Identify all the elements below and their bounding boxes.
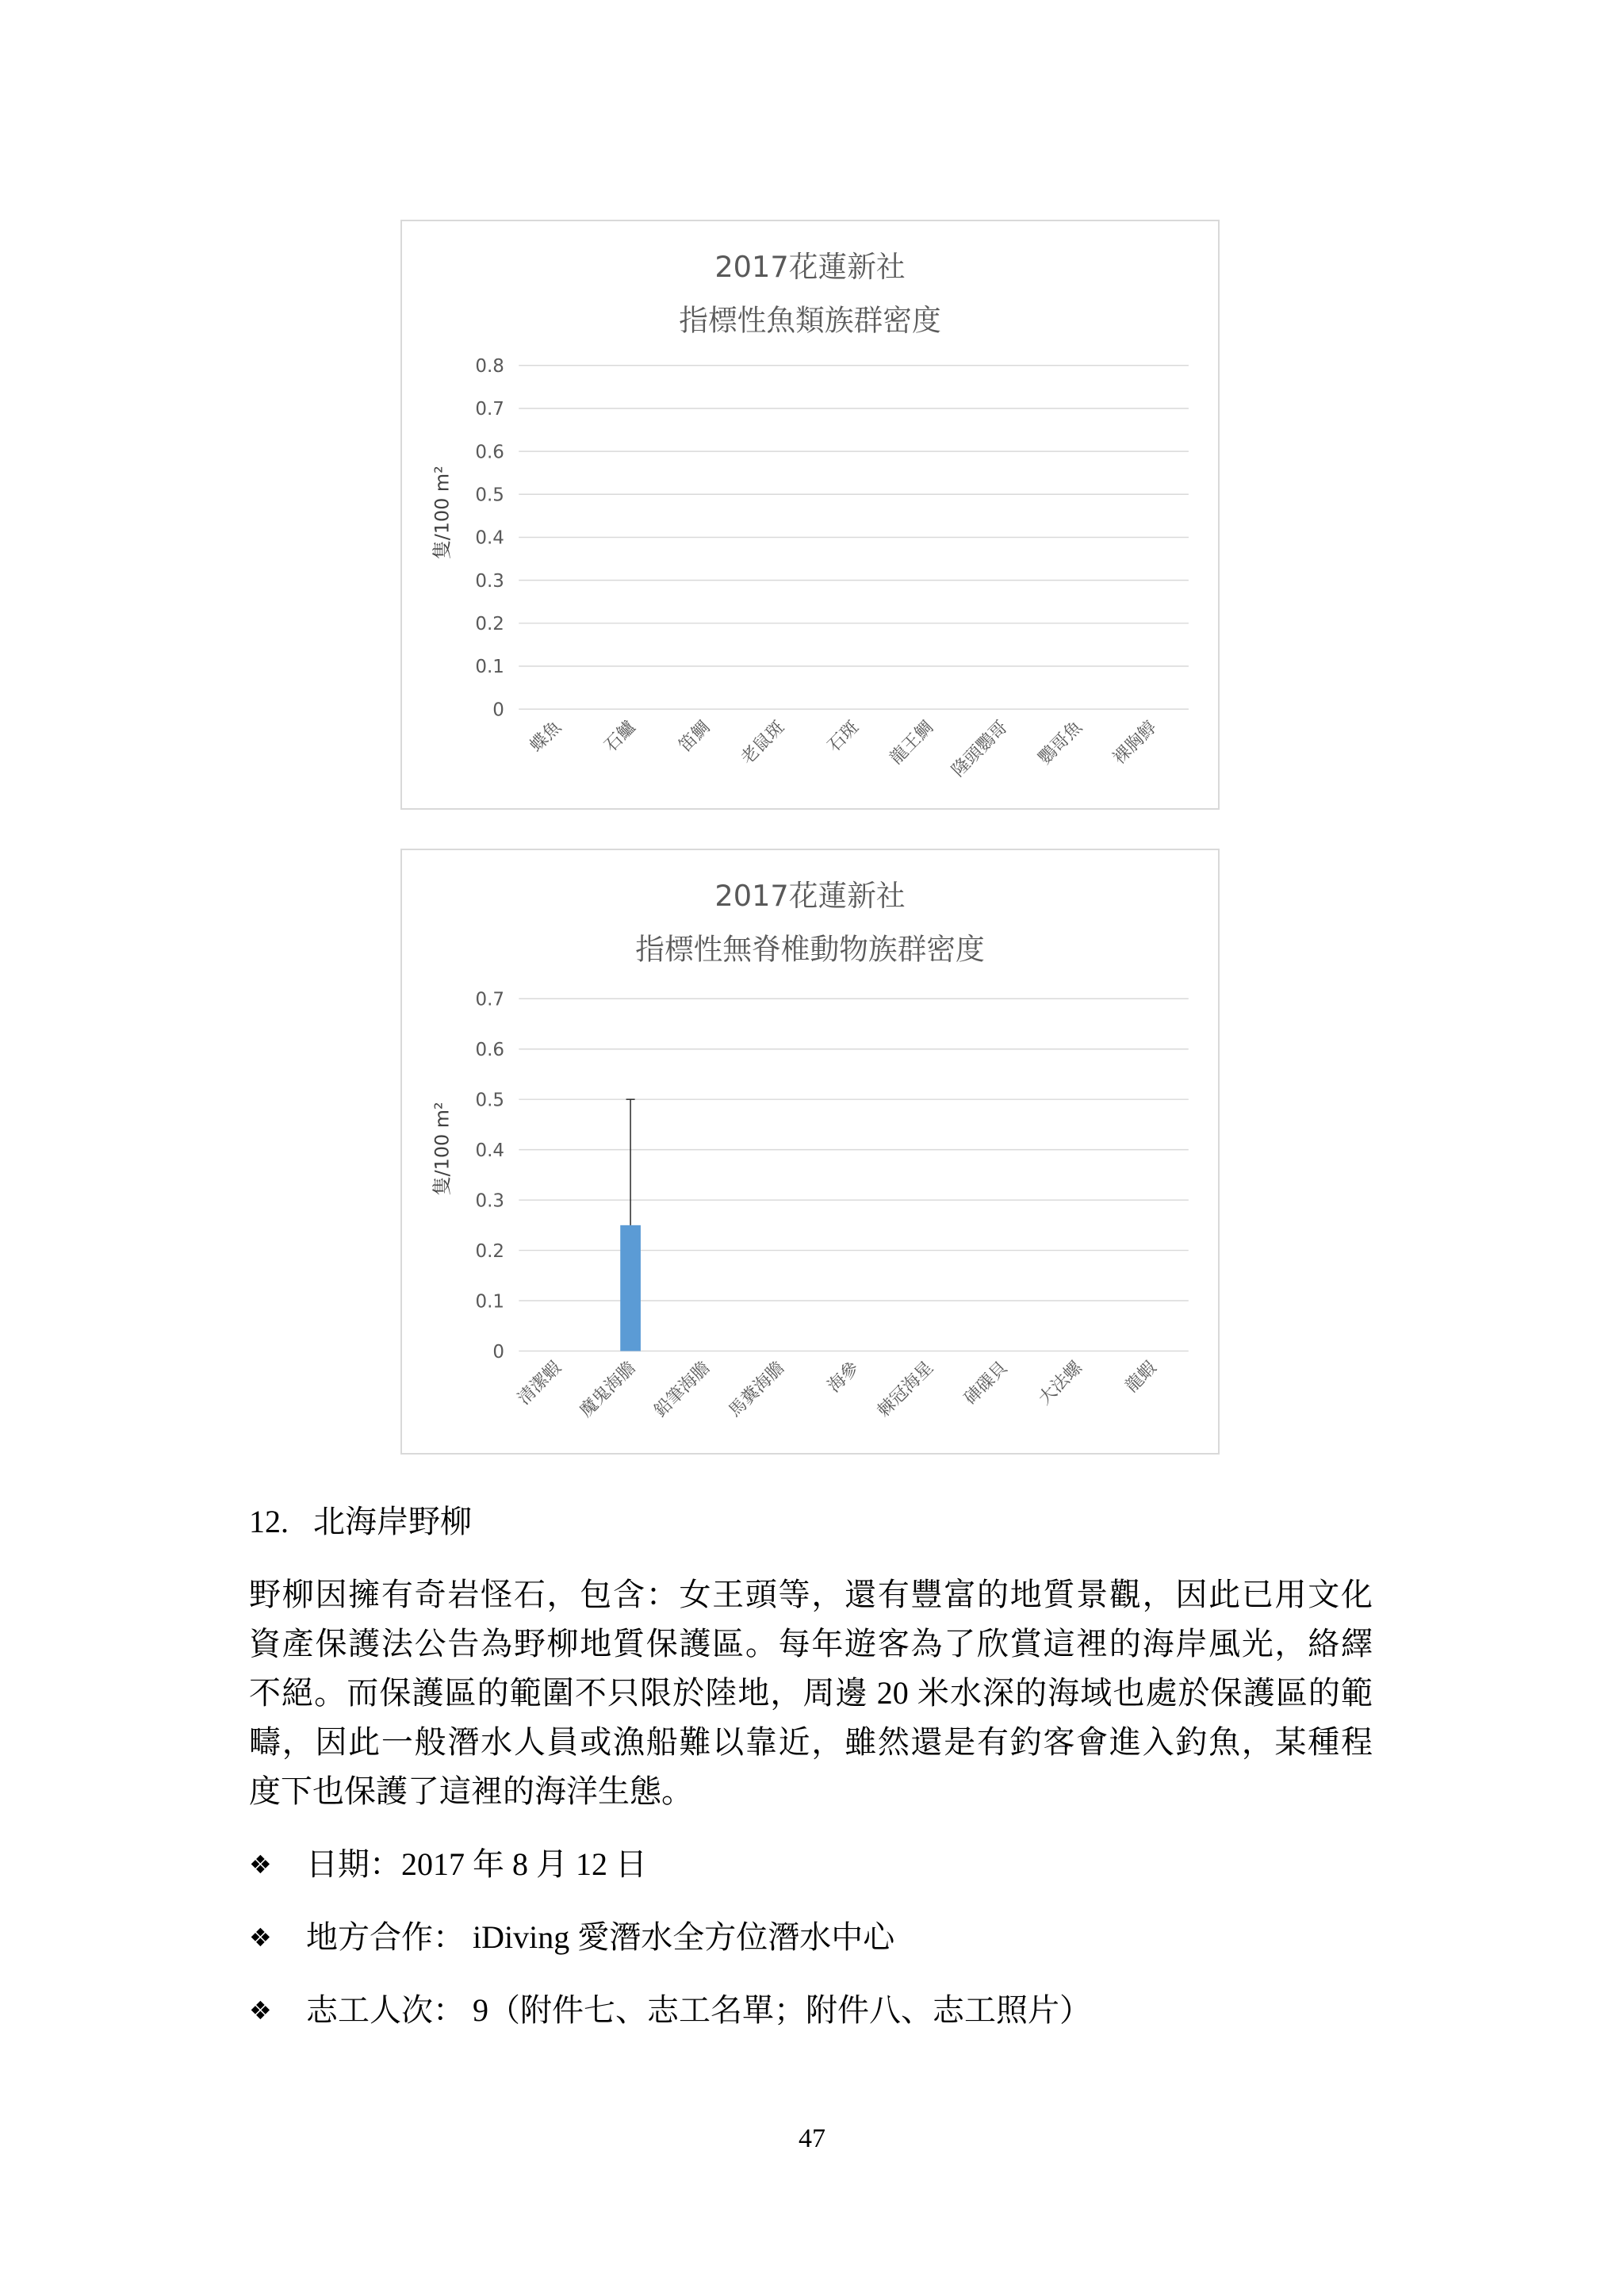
section-number: 12. [249,1504,289,1539]
x-tick-label: 馬糞海膽 [725,1358,789,1422]
section-heading [249,1497,1373,1547]
bullet-text: 志工人次： 9（附件七、志工名單；附件八、志工照片） [306,1992,1091,2028]
bullet-text: 日期：2017 年 8 月 12 日 [306,1846,647,1882]
x-tick-label: 魔鬼海膽 [576,1358,640,1422]
y-tick-label: 0.7 [475,399,504,420]
bullet-diamond-icon: ❖ [249,1995,272,2026]
y-tick-label: 0.6 [475,442,504,463]
paragraph-line: 不絕。而保護區的範圍不只限於陸地，周邊 20 米水深的海域也處於保護區的範 [249,1675,1373,1711]
paragraph-line: 資產保護法公告為野柳地質保護區。每年遊客為了欣賞這裡的海岸風光，絡繹 [249,1626,1373,1662]
x-tick-label: 鉛筆海膽 [650,1358,714,1422]
x-tick-label: 海參 [824,1358,864,1397]
bullet-text: 地方合作： iDiving 愛潛水全方位潛水中心 [306,1919,895,1955]
y-tick-label: 0 [492,1341,504,1363]
y-tick-label: 0.7 [475,989,504,1010]
x-tick-label: 清潔蝦 [514,1358,565,1409]
x-tick-label: 笛鯛 [675,717,714,757]
y-tick-label: 0.2 [475,614,504,635]
y-tick-label: 0.3 [475,570,504,592]
bullet-item-partner [249,1913,1373,1962]
bullet-item-date [249,1840,1373,1889]
x-tick-label: 龍蝦 [1121,1358,1161,1397]
y-tick-label: 0.5 [475,1090,504,1111]
bullet-item-volunteers [249,1986,1373,2035]
x-tick-label: 硨磲貝 [960,1358,1012,1409]
x-tick-label: 蝶魚 [526,717,565,757]
page-number: 47 [799,2124,825,2153]
section-paragraph [249,1570,1373,1816]
chart-subtitle: 指標性魚類族群密度 [679,303,941,338]
y-tick-label: 0.4 [475,1140,504,1161]
bullet-diamond-icon: ❖ [249,1922,272,1953]
paragraph-line: 度下也保護了這裡的海洋生態。 [249,1773,693,1809]
y-tick-label: 0.3 [475,1190,504,1212]
fish-density-chart [400,220,1220,810]
x-tick-label: 隆頭鸚哥 [948,717,1012,781]
y-tick-label: 0.2 [475,1240,504,1262]
bullet-diamond-icon: ❖ [249,1849,272,1880]
chart-title: 2017花蓮新社 [714,249,906,284]
y-tick-label: 0.8 [475,356,504,378]
chart-subtitle: 指標性無脊椎動物族群密度 [635,932,985,967]
paragraph-line: 疇，因此一般潛水人員或漁船難以靠近，雖然還是有釣客會進入釣魚，某種程 [249,1724,1373,1760]
section-title: 北海岸野柳 [313,1504,472,1539]
x-tick-label: 石鱸 [600,717,640,757]
y-tick-label: 0.6 [475,1039,504,1060]
chart-title: 2017花蓮新社 [714,878,906,913]
y-tick-label: 0 [492,700,504,721]
x-tick-label: 龍王鯛 [886,717,938,769]
invertebrate-density-chart [400,849,1220,1455]
y-tick-label: 0.5 [475,485,504,506]
x-tick-label: 裸胸鯙 [1109,717,1161,769]
invertebrate-density-chart-plot [402,850,1218,1453]
paragraph-line: 野柳因擁有奇岩怪石，包含：女王頭等，還有豐富的地質景觀，因此已用文化 [249,1577,1373,1612]
x-tick-label: 棘冠海星 [874,1358,937,1422]
fish-density-chart-plot [402,221,1218,808]
x-tick-label: 石斑 [824,717,864,757]
x-tick-label: 大法螺 [1035,1358,1086,1409]
y-tick-label: 0.1 [475,657,504,678]
y-axis-title: 隻/100 m² [431,1102,454,1196]
x-tick-label: 老鼠斑 [737,717,789,769]
y-axis-title: 隻/100 m² [431,466,454,560]
y-tick-label: 0.1 [475,1291,504,1313]
y-tick-label: 0.4 [475,527,504,549]
x-tick-label: 鸚哥魚 [1035,717,1086,769]
bar [620,1225,641,1351]
